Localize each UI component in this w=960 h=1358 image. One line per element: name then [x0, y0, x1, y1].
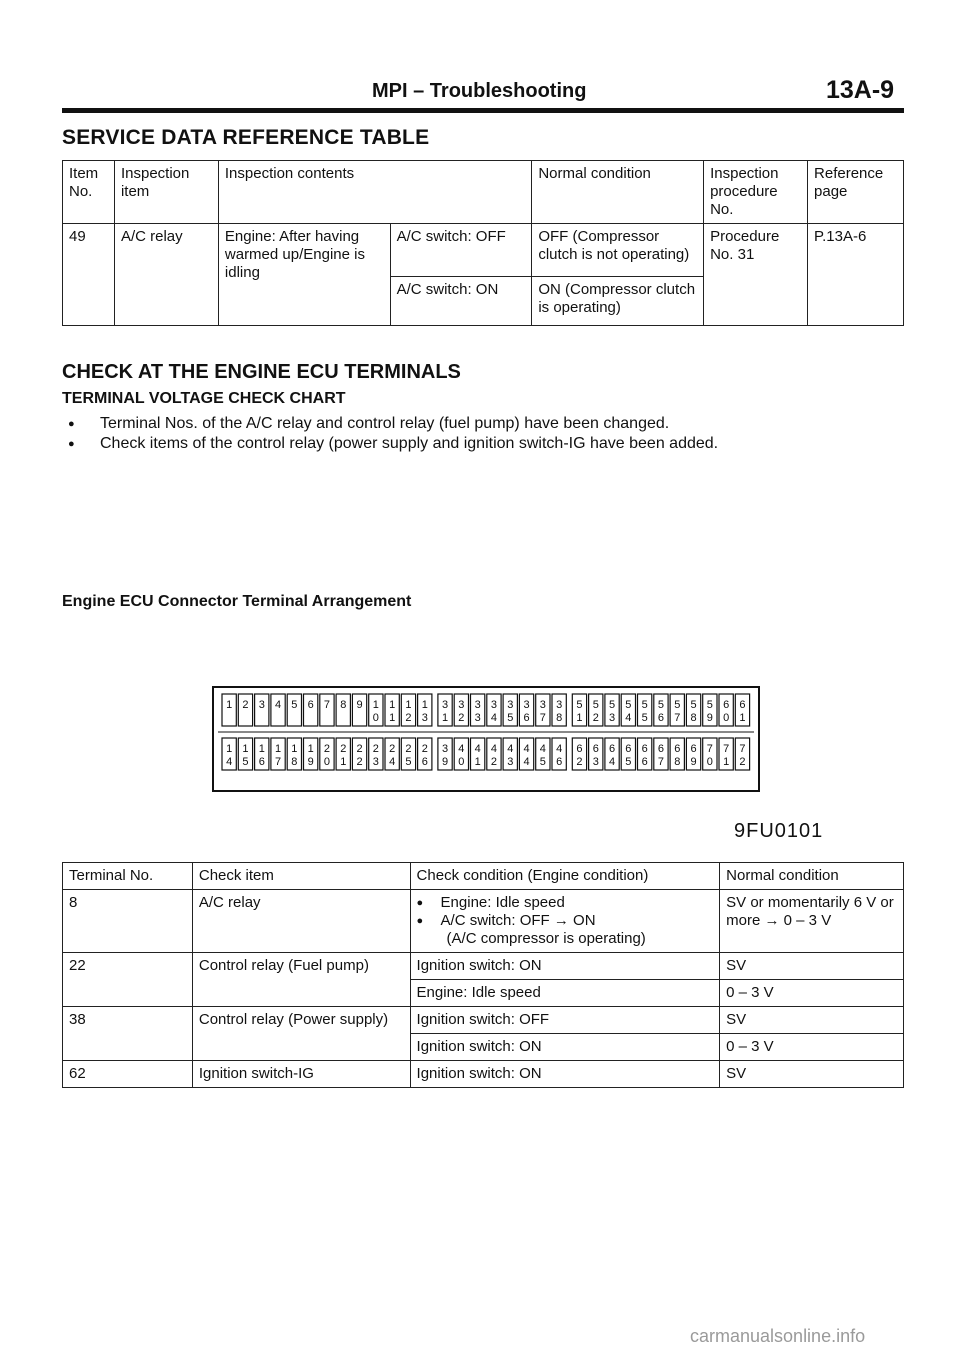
- terminal-label: 5: [690, 699, 697, 711]
- header-procedure: Inspection procedure No.: [704, 161, 808, 224]
- terminal-label: 4: [625, 712, 632, 724]
- terminal-label: 6: [556, 756, 563, 768]
- terminal-label: 3: [490, 699, 498, 711]
- check-item-cell: Control relay (Power supply): [192, 1007, 410, 1061]
- terminal-label: 4: [539, 743, 546, 755]
- terminal-label: 2: [389, 743, 396, 755]
- bullet-text: Terminal Nos. of the A/C relay and control relay (fuel pump) have been changed.: [100, 415, 670, 432]
- condition-cell: A/C switch: ON: [390, 277, 532, 326]
- header-normal-condition: Normal condition: [720, 863, 904, 890]
- check-item-cell: A/C relay: [192, 890, 410, 953]
- terminal-label: 6: [523, 712, 530, 724]
- terminal-label: 1: [389, 699, 396, 711]
- terminal-label: 5: [657, 699, 665, 711]
- terminal-label: 6: [307, 699, 314, 711]
- terminal-label: 8: [340, 699, 347, 711]
- terminal-label: 3: [608, 712, 616, 724]
- terminal-label: 4: [474, 743, 481, 755]
- page-header-title: MPI – Troubleshooting: [372, 80, 587, 102]
- normal-condition-cell: SV: [720, 953, 904, 980]
- terminal-label: 0: [706, 756, 713, 768]
- terminal-label: 1: [405, 699, 412, 711]
- terminal-label: 3: [441, 743, 449, 755]
- terminal-label: 3: [507, 756, 514, 768]
- check-section-subtitle: TERMINAL VOLTAGE CHECK CHART: [62, 390, 346, 407]
- header-inspection-contents: Inspection contents: [218, 161, 531, 224]
- terminal-label: 2: [356, 743, 363, 755]
- list-item: [62, 434, 718, 454]
- terminal-label: 6: [576, 743, 583, 755]
- terminal-label: 1: [389, 712, 396, 724]
- inspection-item-cell: A/C relay: [114, 224, 218, 326]
- table-header-row: [63, 863, 904, 890]
- terminal-label: 7: [739, 743, 746, 755]
- check-item-cell: Ignition switch-IG: [192, 1061, 410, 1088]
- terminal-label: 3: [372, 756, 379, 768]
- terminal-label: 3: [421, 712, 428, 724]
- figure-code: 9FU0101: [734, 820, 824, 842]
- terminal-label: 5: [291, 699, 298, 711]
- terminal-label: 9: [307, 756, 314, 768]
- terminal-label: 5: [674, 699, 681, 711]
- connector-svg: [214, 688, 758, 790]
- terminal-label: 8: [291, 756, 298, 768]
- terminal-label: 3: [592, 756, 599, 768]
- terminal-label: 9: [690, 756, 697, 768]
- terminal-label: 3: [523, 699, 530, 711]
- terminal-cell: 22: [63, 953, 193, 1007]
- terminal-label: 5: [507, 712, 514, 724]
- terminal-label: 5: [706, 699, 713, 711]
- bullet-list: [62, 414, 718, 454]
- terminal-label: 1: [372, 699, 379, 711]
- check-section-title: CHECK AT THE ENGINE ECU TERMINALS: [62, 361, 461, 383]
- reference-cell: P.13A-6: [808, 224, 904, 326]
- terminal-label: 6: [723, 699, 730, 711]
- terminal-voltage-table: [62, 862, 904, 1088]
- header-normal-condition: Normal condition: [532, 161, 704, 224]
- terminal-label: 9: [356, 699, 363, 711]
- terminal-label: 5: [576, 699, 583, 711]
- terminal-label: 6: [421, 756, 428, 768]
- table-row: [63, 890, 904, 953]
- terminal-label: 0: [372, 712, 379, 724]
- terminal-label: 1: [226, 699, 233, 711]
- ecu-connector-diagram: [212, 686, 760, 792]
- terminal-label: 3: [507, 699, 514, 711]
- terminal-label: 2: [576, 756, 583, 768]
- terminal-label: 1: [723, 756, 730, 768]
- bullet-icon: ●: [416, 897, 424, 909]
- bullet-text: Check items of the control relay (power supply and ignition switch-IG have been added.: [100, 435, 719, 452]
- check-condition-cell: Ignition switch: ON: [410, 953, 720, 980]
- terminal-label: 2: [458, 712, 465, 724]
- terminal-label: 1: [307, 743, 314, 755]
- terminal-label: 1: [340, 756, 347, 768]
- normal-condition-cell: OFF (Compressor clutch is not operating): [532, 224, 704, 277]
- terminal-label: 1: [274, 743, 282, 755]
- terminal-label: 0: [723, 712, 730, 724]
- item-no-cell: 49: [63, 224, 115, 326]
- table-row: [63, 1007, 904, 1034]
- check-condition-cell: [410, 890, 720, 953]
- terminal-label: 4: [458, 743, 465, 755]
- normal-condition-cell: 0 – 3 V: [720, 980, 904, 1007]
- check-condition-cell: Ignition switch: ON: [410, 1061, 720, 1088]
- terminal-label: 3: [458, 699, 465, 711]
- terminal-label: 2: [242, 699, 249, 711]
- page-number: 13A-9: [826, 76, 895, 104]
- terminal-label: 5: [625, 699, 632, 711]
- terminal-label: 6: [258, 756, 265, 768]
- condition-cell: A/C switch: OFF: [390, 224, 532, 277]
- terminal-label: 6: [592, 743, 599, 755]
- service-data-table: [62, 160, 904, 326]
- terminal-label: 2: [405, 743, 412, 755]
- terminal-label: 4: [523, 756, 530, 768]
- terminal-label: 2: [372, 743, 379, 755]
- terminal-label: 8: [690, 712, 697, 724]
- normal-condition-cell: SV: [720, 1007, 904, 1034]
- terminal-label: 2: [323, 743, 331, 755]
- terminal-label: 3: [441, 699, 449, 711]
- terminal-label: 4: [274, 699, 282, 711]
- terminal-label: 7: [323, 699, 331, 711]
- table-header-row: [63, 161, 904, 224]
- terminal-label: 9: [706, 712, 713, 724]
- terminal-label: 7: [723, 743, 730, 755]
- engine-condition-cell: Engine: After having warmed up/Engine is idling: [218, 224, 390, 326]
- terminal-cell: 38: [63, 1007, 193, 1061]
- terminal-label: 4: [490, 743, 498, 755]
- terminal-label: 0: [323, 756, 331, 768]
- terminal-label: 6: [641, 743, 648, 755]
- terminal-label: 7: [706, 743, 713, 755]
- terminal-label: 8: [674, 756, 681, 768]
- terminal-label: 1: [441, 712, 449, 724]
- terminal-label: 7: [274, 756, 282, 768]
- terminal-label: 4: [389, 756, 396, 768]
- header-terminal-no: Terminal No.: [63, 863, 193, 890]
- terminal-label: 6: [674, 743, 681, 755]
- normal-condition-cell: 0 – 3 V: [720, 1034, 904, 1061]
- bullet-icon: ●: [68, 418, 75, 430]
- condition-line: (A/C compressor is operating): [446, 930, 646, 947]
- terminal-label: 1: [576, 712, 583, 724]
- terminal-label: 6: [641, 756, 648, 768]
- terminal-label: 5: [539, 756, 546, 768]
- terminal-label: 4: [226, 756, 233, 768]
- header-reference: Reference page: [808, 161, 904, 224]
- condition-text: A/C switch: OFF → ON: [440, 912, 596, 929]
- terminal-label: 7: [657, 756, 665, 768]
- table-row: [63, 224, 904, 277]
- terminal-label: 6: [657, 743, 665, 755]
- terminal-label: 1: [421, 699, 428, 711]
- bullet-icon: ●: [68, 438, 75, 450]
- terminal-label: 1: [258, 743, 265, 755]
- terminal-cell: 62: [63, 1061, 193, 1088]
- terminal-label: 2: [356, 756, 363, 768]
- terminal-label: 2: [490, 756, 498, 768]
- terminal-label: 0: [458, 756, 465, 768]
- connector-title: Engine ECU Connector Terminal Arrangement: [62, 593, 412, 610]
- terminal-label: 6: [625, 743, 632, 755]
- terminal-label: 1: [739, 712, 746, 724]
- terminal-cell: 8: [63, 890, 193, 953]
- normal-condition-cell: SV: [720, 1061, 904, 1088]
- terminal-label: 2: [592, 712, 599, 724]
- terminal-label: 7: [539, 712, 546, 724]
- check-condition-cell: Ignition switch: OFF: [410, 1007, 720, 1034]
- terminal-label: 6: [657, 712, 665, 724]
- terminal-label: 4: [556, 743, 563, 755]
- terminal-label: 1: [474, 756, 481, 768]
- header-check-condition: Check condition (Engine condition): [410, 863, 720, 890]
- terminal-label: 2: [421, 743, 428, 755]
- service-table-title: SERVICE DATA REFERENCE TABLE: [62, 126, 430, 149]
- terminal-label: 8: [556, 712, 563, 724]
- terminal-label: 3: [258, 699, 265, 711]
- header-item-no: Item No.: [63, 161, 115, 224]
- terminal-label: 2: [739, 756, 746, 768]
- check-item-cell: Control relay (Fuel pump): [192, 953, 410, 1007]
- terminal-label: 6: [690, 743, 697, 755]
- normal-condition-cell: ON (Compressor clutch is operating): [532, 277, 704, 326]
- terminal-label: 7: [674, 712, 681, 724]
- terminal-label: 3: [556, 699, 563, 711]
- terminal-label: 6: [608, 743, 616, 755]
- terminal-label: 3: [474, 712, 481, 724]
- terminal-label: 5: [405, 756, 412, 768]
- header-inspection-item: Inspection item: [114, 161, 218, 224]
- terminal-label: 6: [739, 699, 746, 711]
- condition-line: [417, 912, 714, 930]
- terminal-label: 5: [625, 756, 632, 768]
- watermark: carmanualsonline.info: [690, 1326, 866, 1346]
- condition-line: [417, 894, 714, 912]
- header-check-item: Check item: [192, 863, 410, 890]
- table-row: [63, 1061, 904, 1088]
- normal-condition-cell: SV or momentarily 6 V or more → 0 – 3 V: [720, 890, 904, 953]
- terminal-label: 1: [291, 743, 298, 755]
- list-item: [62, 414, 718, 434]
- condition-text: Engine: Idle speed: [440, 894, 565, 911]
- terminal-label: 3: [474, 699, 481, 711]
- check-condition-cell: Engine: Idle speed: [410, 980, 720, 1007]
- bullet-icon: ●: [416, 915, 424, 927]
- procedure-cell: Procedure No. 31: [704, 224, 808, 326]
- table-row: [63, 953, 904, 980]
- terminal-label: 4: [523, 743, 530, 755]
- terminal-label: 5: [592, 699, 599, 711]
- terminal-label: 3: [539, 699, 546, 711]
- terminal-label: 9: [441, 756, 449, 768]
- terminal-label: 5: [641, 712, 648, 724]
- check-condition-cell: Ignition switch: ON: [410, 1034, 720, 1061]
- terminal-label: 5: [641, 699, 648, 711]
- terminal-label: 4: [507, 743, 514, 755]
- terminal-label: 4: [490, 712, 498, 724]
- terminal-label: 1: [242, 743, 249, 755]
- terminal-label: 5: [242, 756, 249, 768]
- terminal-label: 1: [226, 743, 233, 755]
- terminal-label: 2: [405, 712, 412, 724]
- terminal-label: 2: [340, 743, 347, 755]
- terminal-label: 4: [608, 756, 616, 768]
- terminal-label: 5: [608, 699, 616, 711]
